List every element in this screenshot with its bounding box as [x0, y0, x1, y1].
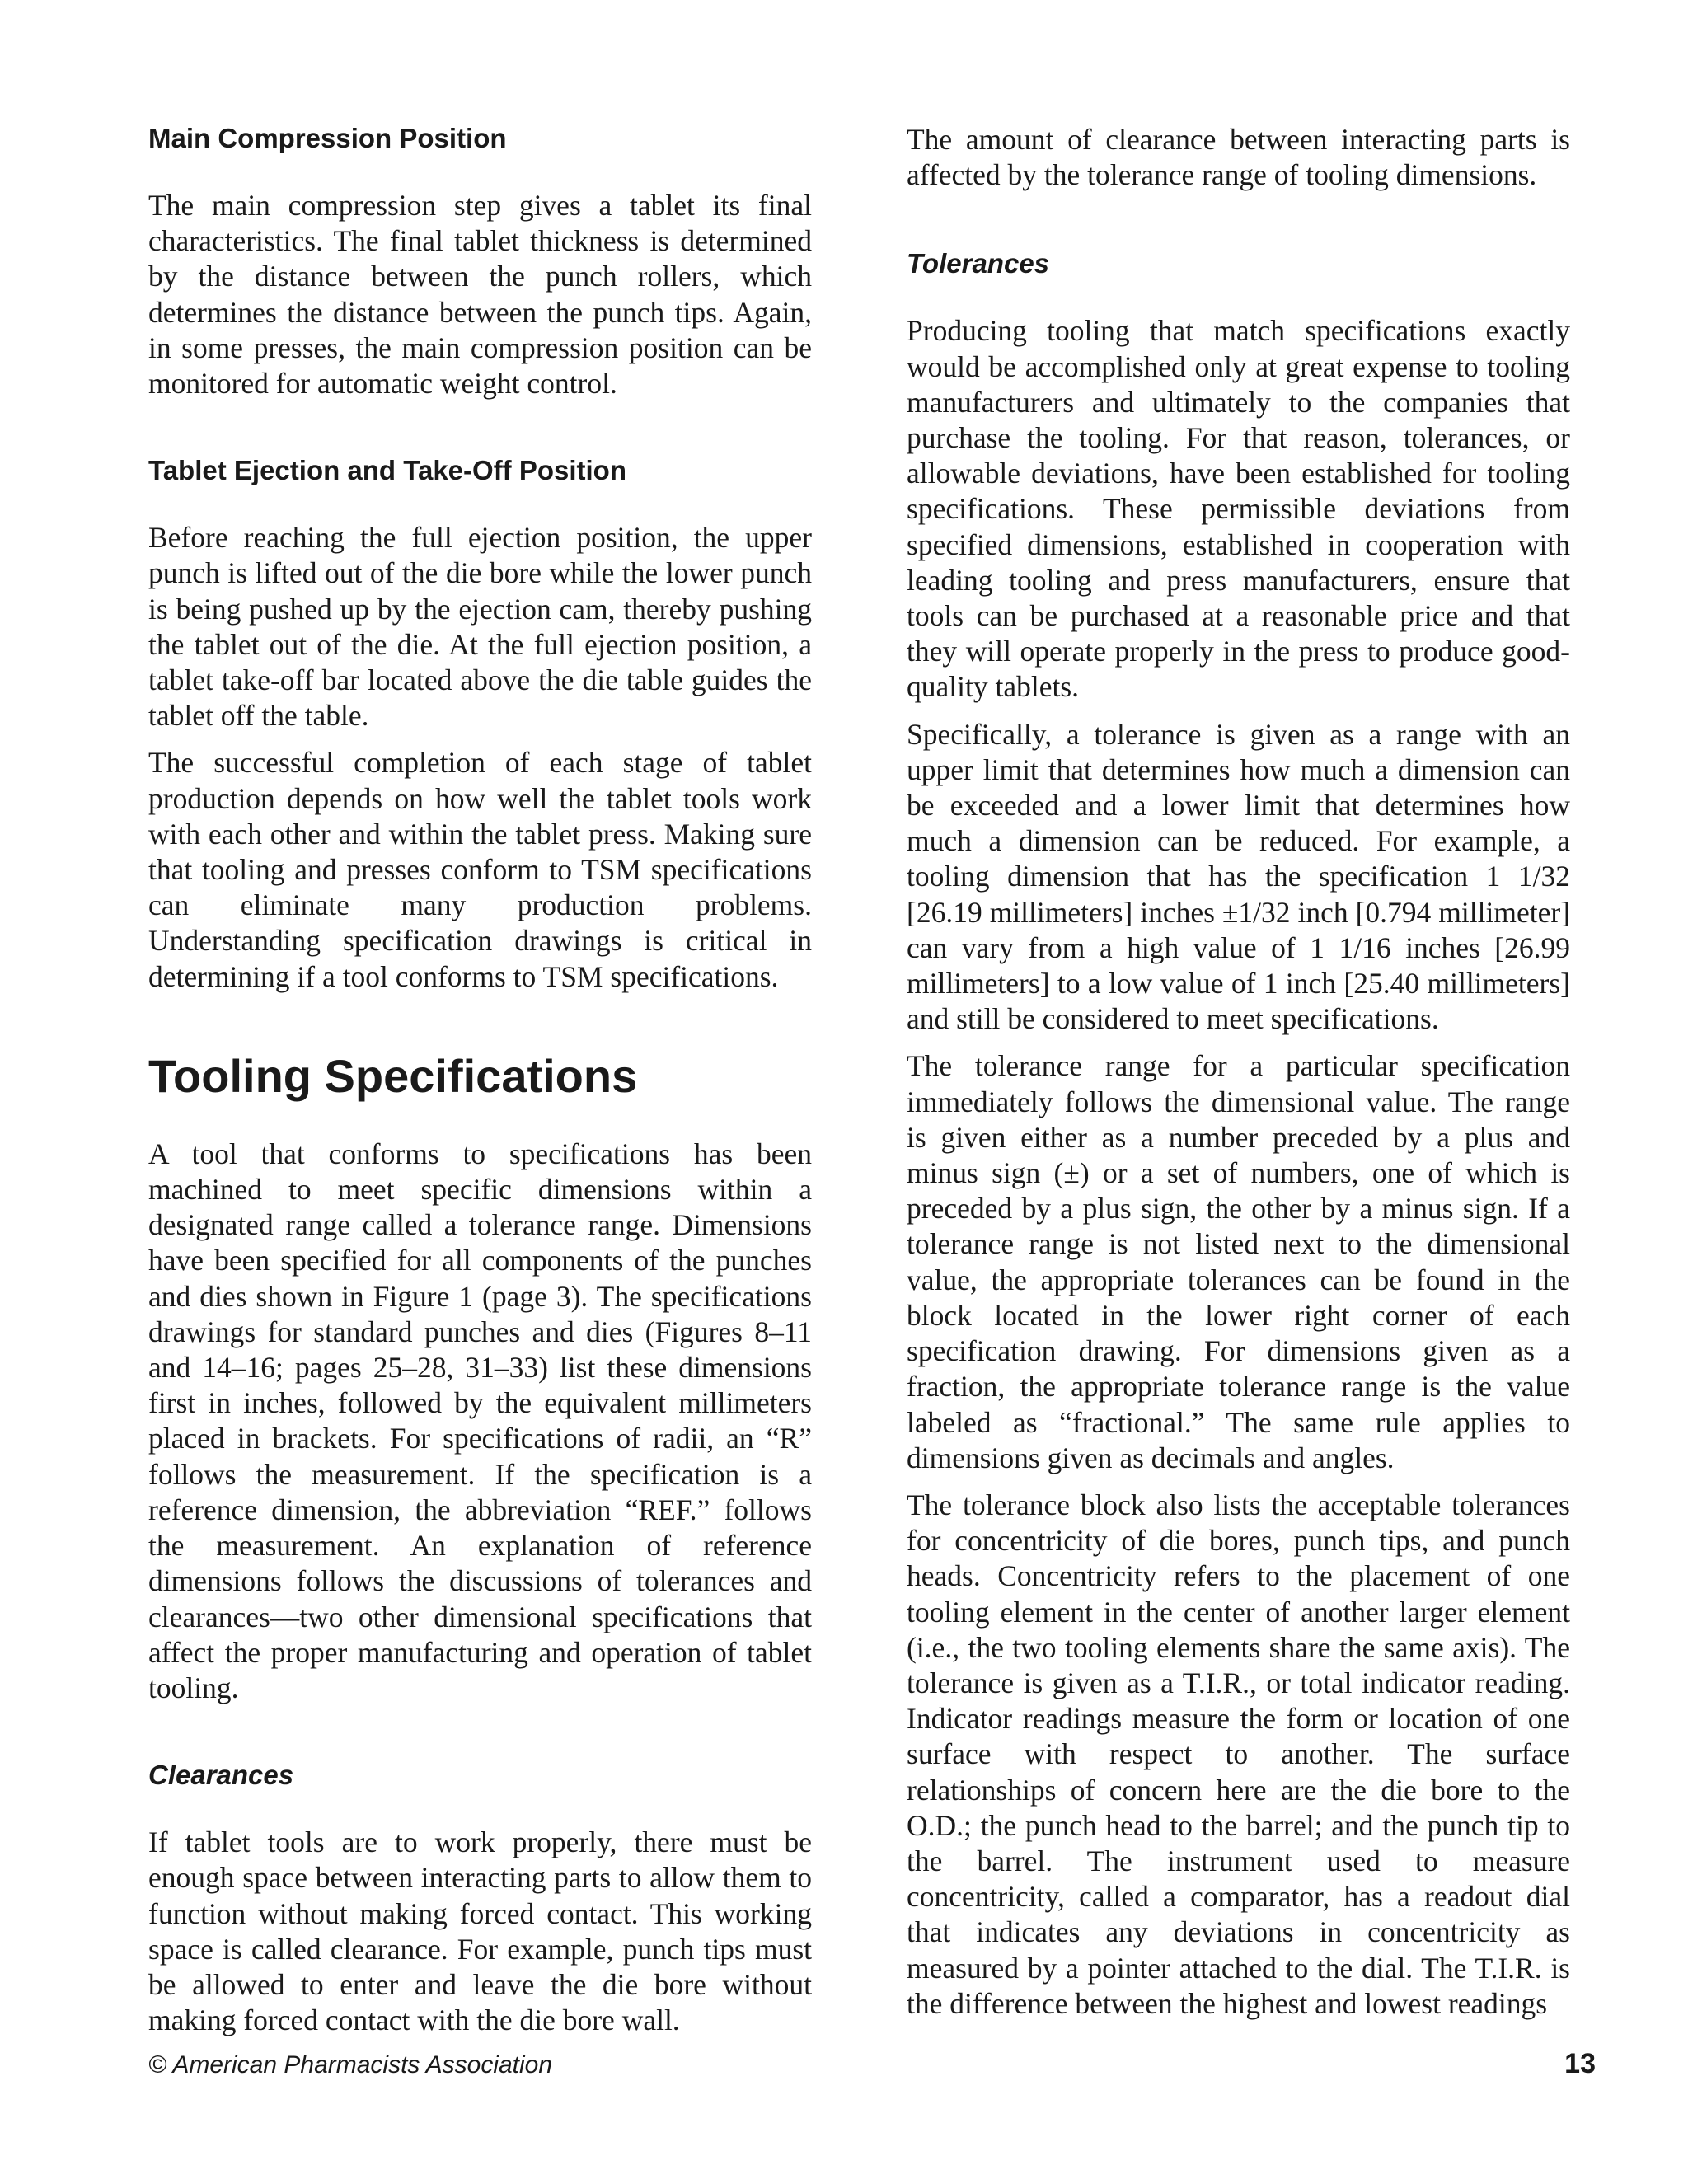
main-compression-heading: Main Compression Position [148, 123, 507, 153]
right-column [907, 122, 1570, 2022]
tolerances-paragraph-4: The tolerance block also lists the acceptable tolerances for concentricity of die bores, punch tips, and punch heads. Concentricity refers to the placement of one tooling element in the center of another larger element (i.e., the two tooling elements share the same axis). The tolerance is given as a T.I.R., or total indicator reading. Indicator readings measure the form or location of one surface with respect to another. The surface relationships of concern here are the die bore to the O.D.; the punch head to the barrel; and the punch tip to the barrel. The instrument used to measure concentricity, called a comparator, has a readout dial that indicates any deviations in concentricity as measured by a pointer attached to the dial. The T.I.R. is the difference between the highest and lowest readings [907, 1488, 1570, 2020]
tolerances-heading: Tolerances [907, 248, 1050, 279]
ejection-paragraph-2: The successful completion of each stage of tablet production depends on how well the tablet tools work with each other and within the tablet press. Making sure that tooling and presses conform to TSM specifications can eliminate many production problems. Understanding specification drawings is critical in determining if a tool conforms to TSM specifications. [148, 746, 812, 993]
tolerances-paragraph-2: Specifically, a tolerance is given as a range with an upper limit that determines how much a dimension can be exceeded and a lower limit that determines how much a dimension can be reduced. For example, a tooling dimension that has the specification 1 1/32 [26.19 millimeters] inches ±1/32 inch [0.794 millimeter] can vary from a high value of 1 1/16 inches [26.99 millimeters] to a low value of 1 inch [25.40 millimeters] and still be considered to meet specifications. [907, 717, 1570, 1036]
clearances-heading: Clearances [148, 1760, 294, 1791]
tolerances-paragraph-1: Producing tooling that match specifications exactly would be accomplished only at great expense to tooling manufacturers and ultimately to the companies that purchase the tooling. For that reason, tolerances, or allowable deviations, have been established for tooling specifications. These permissible deviations from specified dimensions, established in cooperation with leading tooling and press manufacturers, ensure that tools can be purchased at a reasonable price and that they will operate properly in the press to produce good-quality tablets. [907, 314, 1570, 704]
clearances-paragraph: If tablet tools are to work properly, there must be enough space between interacting parts to allow them to function without making forced contact. This working space is called clearance. For example, punch tips must be allowed to enter and leave the die bore without making forced contact with the die bore wall. [148, 1825, 812, 2037]
clearance-intro-paragraph: The amount of clearance between interacting parts is affected by the tolerance range of tooling dimensions. [907, 123, 1570, 192]
tooling-specifications-heading: Tooling Specifications [148, 1049, 638, 1102]
copyright-notice: © American Pharmacists Association [148, 2051, 553, 2079]
ejection-paragraph-1: Before reaching the full ejection position, the upper punch is lifted out of the die bore while the lower punch is being pushed up by the ejection cam, thereby pushing the tablet out of the die. At the full ejection position, a tablet take-off bar located above the die table guides the tablet off the table. [148, 521, 812, 733]
tooling-specifications-paragraph: A tool that conforms to specifications has been machined to meet specific dimensions within a designated range called a tolerance range. Dimensions have been specified for all components of the punches and dies shown in Figure 1 (page 3). The specifications drawings for standard punches and dies (Figures 8–11 and 14–16; pages 25–28, 31–33) list these dimensions first in inches, followed by the equivalent millimeters placed in brackets. For specifications of radii, an “R” follows the measurement. If the specification is a reference dimension, the abbreviation “REF.” follows the measurement. An explanation of reference dimensions follows the discussions of tolerances and clearances—two other dimensional specifications that affect the proper manufacturing and operation of tablet tooling. [148, 1137, 812, 1704]
page-number: 13 [1564, 2048, 1596, 2079]
main-compression-paragraph: The main compression step gives a tablet its final characteristics. The final tablet thickness is determined by the distance between the punch rollers, which determines the distance between the punch tips. Again, in some presses, the main compression position can be monitored for automatic weight control. [148, 189, 812, 401]
left-column [148, 122, 812, 2038]
tolerances-paragraph-3: The tolerance range for a particular specification immediately follows the dimensional value. The range is given either as a number preceded by a plus and minus sign (±) or a set of numbers, one of which is preceded by a plus sign, the other by a minus sign. If a tolerance range is not listed next to the dimensional value, the appropriate tolerances can be found in the block located in the lower right corner of each specification drawing. For dimensions given as a fraction, the appropriate tolerance range is the value labeled as “fractional.” The same rule applies to dimensions given as decimals and angles. [907, 1049, 1570, 1474]
ejection-heading: Tablet Ejection and Take-Off Position [148, 455, 626, 486]
